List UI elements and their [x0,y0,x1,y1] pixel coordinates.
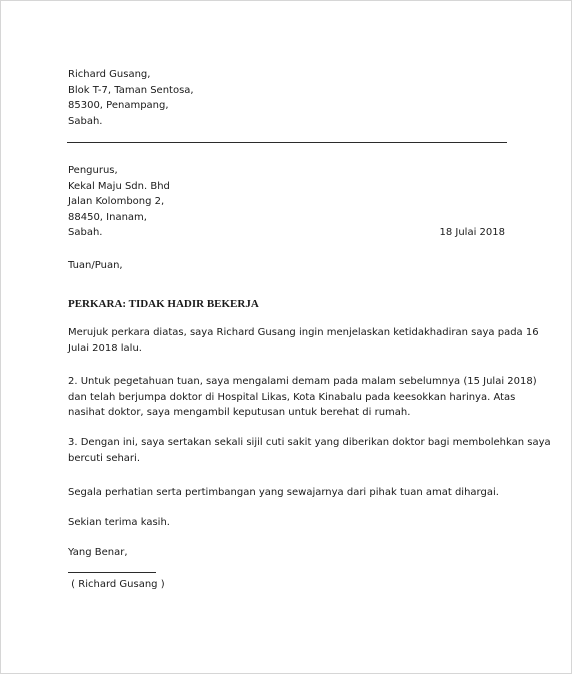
closing: Yang Benar, [68,547,128,558]
paragraph-line: Segala perhatian serta pertimbangan yang sewajarnya dari pihak tuan amat dihargai. [68,487,499,498]
paragraph-line: Sekian terima kasih. [68,517,170,528]
letter-subject: PERKARA: TIDAK HADIR BEKERJA [68,298,259,310]
salutation: Tuan/Puan, [68,260,123,271]
paragraph-line: Julai 2018 lalu. [68,342,142,354]
letter-date: 18 Julai 2018 [439,227,505,238]
paragraph-5 [68,515,508,531]
recipient-street: Jalan Kolombong 2, [68,196,165,207]
paragraph-1 [68,325,539,356]
paragraph-line: nasihat doktor, saya mengambil keputusan untuk berehat di rumah. [68,407,411,418]
paragraph-3 [68,435,551,466]
signature-name: ( Richard Gusang ) [68,579,165,590]
paragraph-line: bercuti sehari. [68,452,141,464]
paragraph-line: 3. Dengan ini, saya sertakan sekali sijil cuti sakit yang diberikan doktor bagi membolehkan saya [68,437,551,448]
sender-postcode-city: 85300, Penampang, [68,100,169,111]
recipient-company: Kekal Maju Sdn. Bhd [68,180,170,192]
paragraph-line: 2. Untuk pegetahuan tuan, saya mengalami demam pada malam sebelumnya (15 Julai 2018) [68,376,537,387]
paragraph-2 [68,374,537,421]
recipient-postcode-city: 88450, Inanam, [68,211,147,223]
sender-name: Richard Gusang, [68,69,151,80]
sender-address [68,67,508,129]
paragraph-4 [68,485,508,501]
recipient-state: Sabah. [68,227,103,238]
header-divider [67,142,507,143]
recipient-title: Pengurus, [68,165,118,176]
sender-state: Sabah. [68,115,103,127]
paragraph-line: Merujuk perkara diatas, saya Richard Gusang ingin menjelaskan ketidakhadiran saya pada 16 [68,327,539,338]
signature-line [68,572,156,573]
paragraph-line: dan telah berjumpa doktor di Hospital Likas, Kota Kinabalu pada keesokkan harinya. Atas [68,391,516,403]
sender-street: Blok T-7, Taman Sentosa, [68,84,194,96]
